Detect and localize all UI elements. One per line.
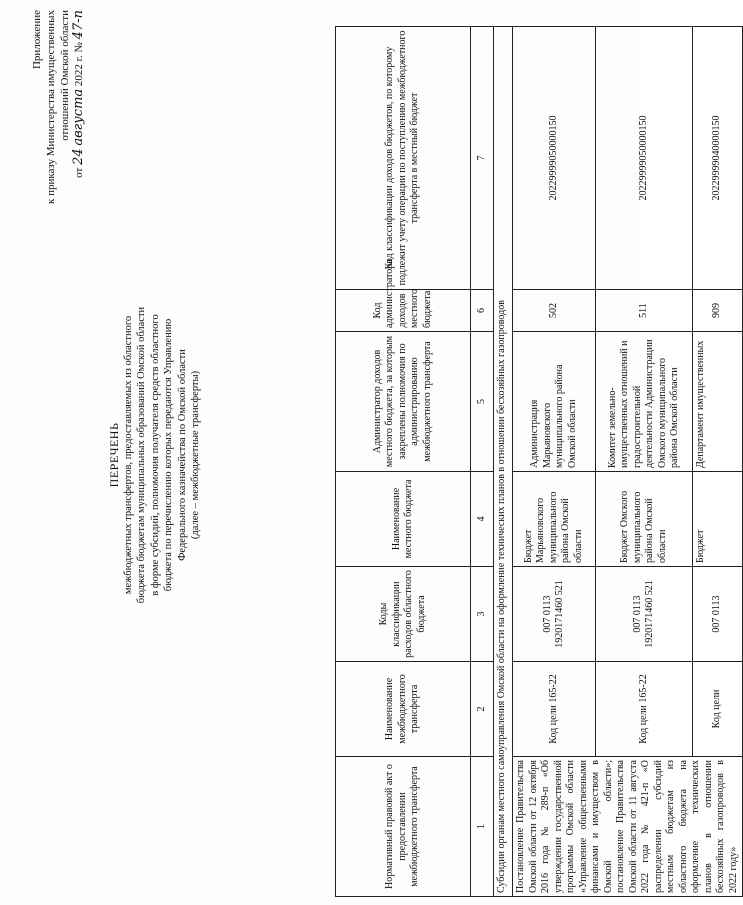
local-budget-cell: Бюджет xyxy=(693,472,743,567)
date-month: августа xyxy=(71,88,86,146)
column-number: 3 xyxy=(471,567,494,662)
transfer-name-cell: Код цели 165-22 xyxy=(513,662,596,757)
doc-number: 47-п xyxy=(71,10,86,40)
appendix-label: Приложение xyxy=(31,10,43,70)
local-budget-cell: Бюджет Омского муниципального района Омской области xyxy=(596,472,693,567)
title-block xyxy=(108,205,203,705)
header-local-budget: Наименование местного бюджета xyxy=(336,472,471,567)
expense-code-a: 007 0113 xyxy=(541,595,553,633)
expense-code-cell xyxy=(596,567,693,662)
income-admin-cell: Департамент имущественных xyxy=(693,332,743,472)
date-prefix: от xyxy=(73,167,85,178)
title-line: Федерального казначейства по Омской области xyxy=(176,349,188,561)
column-number: 5 xyxy=(471,332,494,472)
transfer-name-cell: Код цели xyxy=(693,662,743,757)
appendix-block xyxy=(30,10,86,290)
appendix-date-line xyxy=(72,10,86,290)
admin-code-cell: 502 xyxy=(513,290,596,332)
header-income-admin: Администратор доходов местного бюджета, за которым закреплены полномочия по администрированию межбюджетного трансферта xyxy=(336,332,471,472)
admin-code-cell: 511 xyxy=(596,290,693,332)
legal-act-cell: Постановление Правительства Омской области от 12 октября 2016 года № 289-п «Об утверждении государственной программы Омской области «Управление общественными финансами и имуществом в Омской области»; постановление Правительства Омской области от 11 августа 2022 года № 421-п «О распределении субсидий местным бюджетам из областного бюджета на оформление технических планов в отношении бесхозяйных газопроводов в 2022 году» xyxy=(513,757,743,897)
income-class-code-cell: 20229999050000150 xyxy=(513,27,596,290)
local-budget-cell: Бюджет Марьяновского муниципального района Омской области xyxy=(513,472,596,567)
table-header-row xyxy=(336,27,471,897)
income-class-code-cell: 20229999040000150 xyxy=(693,27,743,290)
column-number: 2 xyxy=(471,662,494,757)
admin-code-cell: 909 xyxy=(693,290,743,332)
appendix-ministry: отношений Омской области xyxy=(59,10,71,141)
title-line: бюджета бюджетам муниципальных образований Омской области xyxy=(136,306,147,604)
appendix-order-ref: к приказу Министерства имущественных xyxy=(45,10,57,205)
title-line: бюджета по перечислению которых передаются Управлению xyxy=(163,318,174,592)
header-legal-act: Нормативный правовой акт о предоставлении межбюджетного трансферта xyxy=(336,757,471,897)
section-row xyxy=(494,27,513,897)
date-year: 2022 г. № xyxy=(73,42,85,87)
header-expense-codes: Коды классификации расходов областного бюджета xyxy=(336,567,471,662)
column-number: 1 xyxy=(471,757,494,897)
header-income-class-code: Код классификации доходов бюджетов, по которому подлежит учету операции по поступлению межбюджетного трансферта в местный бюджет xyxy=(336,27,471,290)
transfers-table xyxy=(335,26,743,897)
document-heading: ПЕРЕЧЕНЬ xyxy=(107,422,121,488)
title-line: в форме субсидий, полномочия получателя средств областного xyxy=(149,314,161,596)
expense-code-b: 1920171460 521 xyxy=(644,580,655,648)
expense-code-a: 007 0113 xyxy=(711,595,723,633)
transfer-name-cell: Код цели 165-22 xyxy=(596,662,693,757)
title-line: (далее – межбюджетные трансферты) xyxy=(190,370,201,540)
section-title: Субсидии органам местного самоуправления Омской области на оформление технических планов в отношении бесхозяйных газопроводов xyxy=(494,27,513,897)
column-number-row xyxy=(471,27,494,897)
table-row xyxy=(513,27,596,897)
header-transfer-name: Наименование межбюджетного трансферта xyxy=(336,662,471,757)
header-admin-code: Код администратора доходов местного бюджета xyxy=(336,290,471,332)
date-day: 24 xyxy=(71,148,86,165)
column-number: 7 xyxy=(471,27,494,290)
income-admin-cell: Администрация Марьяновского муниципального района Омской области xyxy=(513,332,596,472)
expense-code-cell xyxy=(693,567,743,662)
income-admin-cell: Комитет земельно-имущественных отношений и градостроительной деятельности Администрации Омского муниципального района Омской области xyxy=(596,332,693,472)
expense-code-b: 1920171460 521 xyxy=(554,580,565,648)
expense-code-a: 007 0113 xyxy=(631,595,643,633)
expense-code-cell xyxy=(513,567,596,662)
title-line: межбюджетных трансфертов, предоставляемых из областного xyxy=(122,315,134,595)
column-number: 6 xyxy=(471,290,494,332)
income-class-code-cell: 20229999050000150 xyxy=(596,27,693,290)
column-number: 4 xyxy=(471,472,494,567)
